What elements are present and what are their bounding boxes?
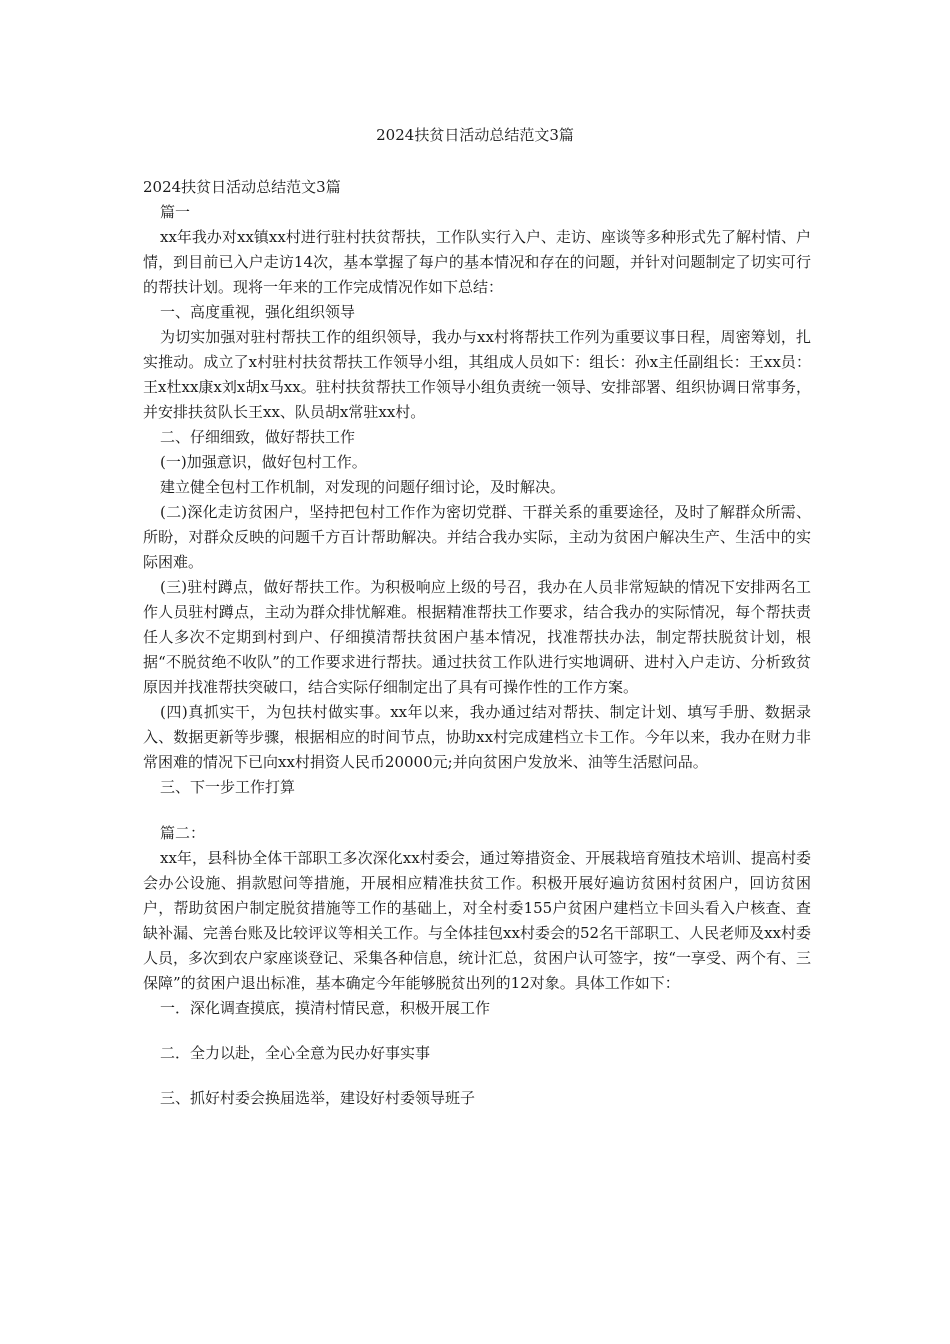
document-title: 2024扶贫日活动总结范文3篇 (376, 126, 574, 144)
part1-heading: 篇一 (160, 203, 191, 221)
part1-section3-title: 三、下一步工作打算 (160, 778, 296, 796)
part1-sub3: (三)驻村蹲点，做好帮扶工作。为积极响应上级的号召，我办在人员非常短缺的情况下安排两名工作人员驻村蹲点，主动为群众排忧解难。根据精准帮扶工作要求，结合我办的实际情况，每个帮扶责任人多次不定期到村到户、仔细摸清帮扶贫困户基本情况，找准帮扶办法，制定帮扶脱贫计划，根据“不脱贫绝不收队”的工作要求进行帮扶。通过扶贫工作队进行实地调研、进村入户走访、分析致贫原因并找准帮扶突破口，结合实际仔细制定出了具有可操作性的工作方案。 (143, 578, 811, 696)
document-body (143, 175, 811, 1111)
document-subtitle: 2024扶贫日活动总结范文3篇 (143, 178, 341, 196)
part2-heading: 篇二： (160, 824, 206, 842)
part1-sub1-title: (一)加强意识，做好包村工作。 (160, 453, 367, 471)
part2-item3: 三、抓好村委会换届选举，建设好村委领导班子 (160, 1089, 476, 1107)
part1-sub2: (二)深化走访贫困户，坚持把包村工作作为密切党群、干群关系的重要途径，及时了解群众所需、所盼，对群众反映的问题千方百计帮助解决。并结合我办实际，主动为贫困户解决生产、生活中的实际困难。 (143, 503, 811, 571)
part1-section1-body: 为切实加强对驻村帮扶工作的组织领导，我办与xx村将帮扶工作列为重要议事日程，周密筹划，扎实推动。成立了x村驻村扶贫帮扶工作领导小组，其组成人员如下：组长：孙x主任副组长：王xx员：王x杜xx康x刘x胡x马xx。驻村扶贫帮扶工作领导小组负责统一领导、安排部署、组织协调日常事务，并安排扶贫队长王xx、队员胡x常驻xx村。 (143, 328, 811, 421)
part1-section1-title: 一、高度重视，强化组织领导 (160, 303, 356, 321)
part1-sub1-body: 建立健全包村工作机制，对发现的问题仔细讨论，及时解决。 (160, 478, 566, 496)
part1-intro: xx年我办对xx镇xx村进行驻村扶贫帮扶，工作队实行入户、走访、座谈等多种形式先了解村情、户情，到目前已入户走访14次，基本掌握了每户的基本情况和存在的问题，并针对问题制定了切实可行的帮扶计划。现将一年来的工作完成情况作如下总结： (143, 228, 811, 296)
part2-item2: 二．全力以赴，全心全意为民办好事实事 (160, 1044, 431, 1062)
part2-intro: xx年，县科协全体干部职工多次深化xx村委会，通过筹措资金、开展栽培育殖技术培训、提高村委会办公设施、捐款慰问等措施，开展相应精准扶贫工作。积极开展好遍访贫困村贫困户，回访贫困户，帮助贫困户制定脱贫措施等工作的基础上，对全村委155户贫困户建档立卡回头看入户核查、查缺补漏、完善台账及比较评议等相关工作。与全体挂包xx村委会的52名干部职工、人民老师及xx村委人员，多次到农户家座谈登记、采集各种信息，统计汇总，贫困户认可签字，按“一享受、两个有、三保障”的贫困户退出标准，基本确定今年能够脱贫出列的12对象。具体工作如下： (143, 849, 811, 992)
part1-sub4: (四)真抓实干，为包扶村做实事。xx年以来，我办通过结对帮扶、制定计划、填写手册、数据录入、数据更新等步骤，根据相应的时间节点，协助xx村完成建档立卡工作。今年以来，我办在财力非常困难的情况下已向xx村捐资人民币20000元;并向贫困户发放米、油等生活慰问品。 (143, 703, 811, 771)
part1-section2-title: 二、仔细细致，做好帮扶工作 (160, 428, 356, 446)
part2-item1: 一．深化调查摸底，摸清村情民意，积极开展工作 (160, 999, 491, 1017)
